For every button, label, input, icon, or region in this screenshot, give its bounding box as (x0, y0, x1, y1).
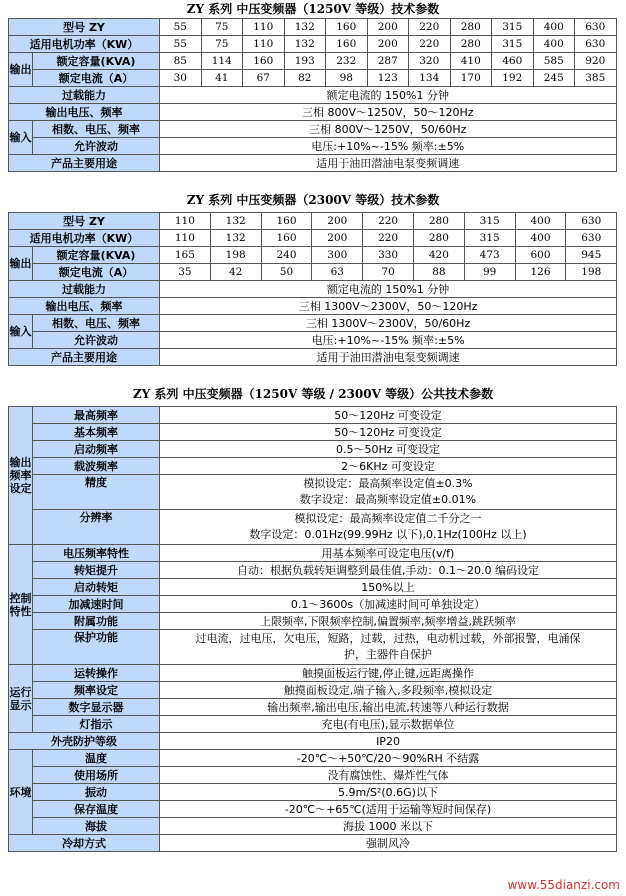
model-cell: 630 (566, 213, 617, 230)
run-display-section-label: 运行显示 (9, 665, 33, 733)
power-cell: 400 (533, 36, 575, 53)
operation-label: 运转操作 (33, 665, 160, 682)
overload-value: 额定电流的 150%1 分钟 (160, 87, 617, 104)
model-label: 型号 ZY (9, 19, 160, 36)
capacity-cell: 945 (566, 247, 617, 264)
output-vf-value: 三相 800V～1250V，50～120Hz (160, 104, 617, 121)
aux-func-row (9, 613, 617, 630)
operation-value: 触摸面板运行键,停止键,远距离操作 (160, 665, 617, 682)
overload-label: 过载能力 (9, 281, 160, 298)
current-cell: 170 (450, 70, 492, 87)
storage-temp-value: -20℃～+65℃(适用于运输等短时间保存) (160, 801, 617, 818)
power-cell: 132 (210, 230, 261, 247)
cooling-value: 强制风冷 (160, 835, 617, 852)
digital-display-value: 输出频率,输出电压,输出电流,转速等八种运行数据 (160, 699, 617, 716)
capacity-cell: 114 (201, 53, 243, 70)
max-freq-row (9, 407, 617, 424)
current-label: 额定电流（A） (33, 70, 160, 87)
freq-setting-row (9, 682, 617, 699)
power-cell: 630 (566, 230, 617, 247)
model-cell: 220 (409, 19, 451, 36)
altitude-row (9, 818, 617, 835)
input-vf-value: 三相 1300V～2300V，50/60Hz (160, 315, 617, 332)
current-cell: 82 (284, 70, 326, 87)
model-cell: 110 (243, 19, 285, 36)
fluctuation-label: 允许波动 (33, 332, 160, 349)
capacity-row (9, 247, 617, 264)
power-cell: 315 (464, 230, 515, 247)
current-cell: 88 (413, 264, 464, 281)
vf-char-label: 电压频率特性 (33, 545, 160, 562)
capacity-cell: 473 (464, 247, 515, 264)
start-freq-label: 启动频率 (33, 441, 160, 458)
current-cell: 126 (515, 264, 566, 281)
capacity-cell: 165 (160, 247, 211, 264)
capacity-cell: 85 (160, 53, 202, 70)
fluctuation-value: 电压:+10%~-15% 频率:±5% (160, 332, 617, 349)
model-row (9, 213, 617, 230)
power-cell: 400 (515, 230, 566, 247)
lamp-row (9, 716, 617, 733)
power-label: 适用电机功率（KW） (9, 230, 160, 247)
temperature-row (9, 750, 617, 767)
power-cell: 75 (201, 36, 243, 53)
current-cell: 385 (575, 70, 617, 87)
altitude-label: 海拔 (33, 818, 160, 835)
power-cell: 160 (261, 230, 312, 247)
start-torque-label: 启动转矩 (33, 579, 160, 596)
output-section-label: 输出 (9, 53, 33, 87)
temperature-label: 温度 (33, 750, 160, 767)
cooling-row (9, 835, 617, 852)
capacity-cell: 320 (409, 53, 451, 70)
accuracy-row (9, 475, 617, 510)
lamp-value: 充电(有电压),显示数据单位 (160, 716, 617, 733)
current-cell: 35 (160, 264, 211, 281)
model-cell: 280 (413, 213, 464, 230)
input-vf-row (9, 121, 617, 138)
ip-row (9, 733, 617, 750)
input-vf-label: 相数、电压、频率 (33, 121, 160, 138)
aux-func-label: 附属功能 (33, 613, 160, 630)
power-cell: 280 (413, 230, 464, 247)
current-cell: 63 (312, 264, 363, 281)
capacity-cell: 198 (210, 247, 261, 264)
aux-func-value: 上限频率,下限频率控制,偏置频率,频率增益,跳跃频率 (160, 613, 617, 630)
digital-display-row (9, 699, 617, 716)
power-cell: 315 (492, 36, 534, 53)
vibration-row (9, 784, 617, 801)
place-label: 使用场所 (33, 767, 160, 784)
capacity-label: 额定容量(KVA) (33, 53, 160, 70)
model-cell: 630 (575, 19, 617, 36)
max-freq-value: 50～120Hz 可变设定 (160, 407, 617, 424)
output-vf-label: 输出电压、频率 (9, 298, 160, 315)
common-spec-table (8, 406, 617, 852)
capacity-cell: 300 (312, 247, 363, 264)
current-row (9, 70, 617, 87)
resolution-label: 分辨率 (33, 510, 160, 545)
usage-label: 产品主要用途 (9, 155, 160, 172)
model-cell: 200 (312, 213, 363, 230)
carrier-freq-row (9, 458, 617, 475)
vf-char-row (9, 545, 617, 562)
cooling-label: 冷却方式 (9, 835, 160, 852)
vibration-label: 振动 (33, 784, 160, 801)
accuracy-value (160, 475, 617, 510)
torque-boost-value: 自动：根据负载转矩调整到最佳值,手动：0.1～20.0 编码设定 (160, 562, 617, 579)
capacity-cell: 287 (367, 53, 409, 70)
power-label: 适用电机功率（KW） (9, 36, 160, 53)
control-section-label: 控制特性 (9, 545, 33, 665)
lamp-label: 灯指示 (33, 716, 160, 733)
accuracy-label: 精度 (33, 475, 160, 510)
current-cell: 192 (492, 70, 534, 87)
power-cell: 110 (160, 230, 211, 247)
carrier-freq-value: 2～6KHz 可变设定 (160, 458, 617, 475)
input-vf-value: 三相 800V～1250V，50/60Hz (160, 121, 617, 138)
capacity-cell: 600 (515, 247, 566, 264)
place-value: 没有腐蚀性、爆炸性气体 (160, 767, 617, 784)
output-section-label: 输出 (9, 247, 33, 281)
protection-label: 保护功能 (33, 630, 160, 665)
model-row (9, 19, 617, 36)
power-cell: 110 (243, 36, 285, 53)
place-row (9, 767, 617, 784)
carrier-freq-label: 载波频率 (33, 458, 160, 475)
fluctuation-row (9, 138, 617, 155)
overload-row (9, 87, 617, 104)
model-cell: 160 (326, 19, 368, 36)
output-freq-section-label: 输出频率设定 (9, 407, 33, 545)
table1-title: ZY 系列 中压变频器（1250V 等级）技术参数 (186, 2, 440, 16)
power-cell: 220 (409, 36, 451, 53)
input-vf-label: 相数、电压、频率 (33, 315, 160, 332)
model-cell: 280 (450, 19, 492, 36)
current-cell: 99 (464, 264, 515, 281)
input-vf-row (9, 315, 617, 332)
torque-boost-row (9, 562, 617, 579)
input-section-label: 输入 (9, 121, 33, 155)
model-cell: 315 (464, 213, 515, 230)
capacity-cell: 460 (492, 53, 534, 70)
overload-value: 额定电流的 150%1 分钟 (160, 281, 617, 298)
model-label: 型号 ZY (9, 213, 160, 230)
model-cell: 400 (533, 19, 575, 36)
model-cell: 400 (515, 213, 566, 230)
base-freq-value: 50～120Hz 可变设定 (160, 424, 617, 441)
capacity-cell: 240 (261, 247, 312, 264)
protection-line-1: 过电流，过电压，欠电压，短路，过载，过热，电动机过载，外部报警，电涌保 (195, 632, 581, 645)
fluctuation-row (9, 332, 617, 349)
model-cell: 55 (160, 19, 202, 36)
resolution-analog: 模拟设定：最高频率设定值二千分之一 (294, 512, 482, 525)
capacity-cell: 160 (243, 53, 285, 70)
accel-decel-row (9, 596, 617, 613)
usage-row (9, 155, 617, 172)
vf-char-value: 用基本频率可设定电压(v/f) (160, 545, 617, 562)
power-row (9, 36, 617, 53)
protection-value (160, 630, 617, 665)
ip-value: IP20 (160, 733, 617, 750)
accuracy-analog: 模拟设定：最高频率设定值±0.3% (303, 477, 473, 490)
spec-table-1250v (8, 18, 617, 172)
model-cell: 160 (261, 213, 312, 230)
current-cell: 70 (363, 264, 414, 281)
torque-boost-label: 转矩提升 (33, 562, 160, 579)
current-cell: 245 (533, 70, 575, 87)
capacity-cell: 330 (363, 247, 414, 264)
usage-value: 适用于油田潜油电泵变频调速 (160, 349, 617, 366)
capacity-cell: 585 (533, 53, 575, 70)
resolution-row (9, 510, 617, 545)
current-cell: 198 (566, 264, 617, 281)
model-cell: 75 (201, 19, 243, 36)
model-cell: 315 (492, 19, 534, 36)
power-cell: 280 (450, 36, 492, 53)
storage-temp-label: 保存温度 (33, 801, 160, 818)
current-cell: 50 (261, 264, 312, 281)
current-cell: 41 (201, 70, 243, 87)
vibration-value: 5.9m/S²(0.6G)以下 (160, 784, 617, 801)
power-cell: 200 (367, 36, 409, 53)
altitude-value: 海拔 1000 米以下 (160, 818, 617, 835)
base-freq-row (9, 424, 617, 441)
overload-row (9, 281, 617, 298)
fluctuation-label: 允许波动 (33, 138, 160, 155)
resolution-value (160, 510, 617, 545)
model-cell: 220 (363, 213, 414, 230)
capacity-cell: 232 (326, 53, 368, 70)
environment-section-label: 环境 (9, 750, 33, 835)
capacity-label: 额定容量(KVA) (33, 247, 160, 264)
start-torque-row (9, 579, 617, 596)
protection-line-2: 护，主器件自保护 (344, 648, 432, 661)
power-cell: 55 (160, 36, 202, 53)
accuracy-digital: 数字设定：最高频率设定值±0.01% (299, 493, 477, 506)
current-cell: 98 (326, 70, 368, 87)
accel-decel-label: 加减速时间 (33, 596, 160, 613)
model-cell: 132 (210, 213, 261, 230)
digital-display-label: 数字显示器 (33, 699, 160, 716)
start-freq-row (9, 441, 617, 458)
usage-label: 产品主要用途 (9, 349, 160, 366)
output-vf-row (9, 298, 617, 315)
model-cell: 132 (284, 19, 326, 36)
max-freq-label: 最高频率 (33, 407, 160, 424)
power-cell: 200 (312, 230, 363, 247)
operation-row (9, 665, 617, 682)
resolution-digital: 数字设定：0.01Hz(99.99Hz 以下),0.1Hz(100Hz 以上) (249, 528, 527, 541)
watermark: www.55dianzi.com (507, 878, 620, 892)
current-cell: 123 (367, 70, 409, 87)
power-cell: 132 (284, 36, 326, 53)
current-cell: 134 (409, 70, 451, 87)
accel-decel-value: 0.1～3600s（加减速时间可单独设定） (160, 596, 617, 613)
output-vf-row (9, 104, 617, 121)
current-row (9, 264, 617, 281)
temperature-value: -20℃～+50℃/20～90%RH 不结露 (160, 750, 617, 767)
capacity-row (9, 53, 617, 70)
output-vf-label: 输出电压、频率 (9, 104, 160, 121)
fluctuation-value: 电压:+10%~-15% 频率:±5% (160, 138, 617, 155)
capacity-cell: 193 (284, 53, 326, 70)
protection-row (9, 630, 617, 665)
input-section-label: 输入 (9, 315, 33, 349)
model-cell: 110 (160, 213, 211, 230)
capacity-cell: 920 (575, 53, 617, 70)
ip-label: 外壳防护等级 (9, 733, 160, 750)
power-cell: 220 (363, 230, 414, 247)
output-vf-value: 三相 1300V～2300V，50～120Hz (160, 298, 617, 315)
power-cell: 630 (575, 36, 617, 53)
freq-setting-value: 触摸面板设定,端子输入,多段频率,模拟设定 (160, 682, 617, 699)
model-cell: 200 (367, 19, 409, 36)
freq-setting-label: 频率设定 (33, 682, 160, 699)
table2-title: ZY 系列 中压变频器（2300V 等级）技术参数 (186, 193, 440, 207)
storage-temp-row (9, 801, 617, 818)
start-freq-value: 0.5～50Hz 可变设定 (160, 441, 617, 458)
spec-table-2300v (8, 212, 617, 366)
table3-title: ZY 系列 中压变频器（1250V 等级 / 2300V 等级）公共技术参数 (132, 387, 494, 401)
power-cell: 160 (326, 36, 368, 53)
usage-row (9, 349, 617, 366)
current-cell: 67 (243, 70, 285, 87)
current-cell: 30 (160, 70, 202, 87)
current-label: 额定电流（A） (33, 264, 160, 281)
usage-value: 适用于油田潜油电泵变频调速 (160, 155, 617, 172)
current-cell: 42 (210, 264, 261, 281)
base-freq-label: 基本频率 (33, 424, 160, 441)
capacity-cell: 420 (413, 247, 464, 264)
capacity-cell: 410 (450, 53, 492, 70)
start-torque-value: 150%以上 (160, 579, 617, 596)
overload-label: 过载能力 (9, 87, 160, 104)
power-row (9, 230, 617, 247)
